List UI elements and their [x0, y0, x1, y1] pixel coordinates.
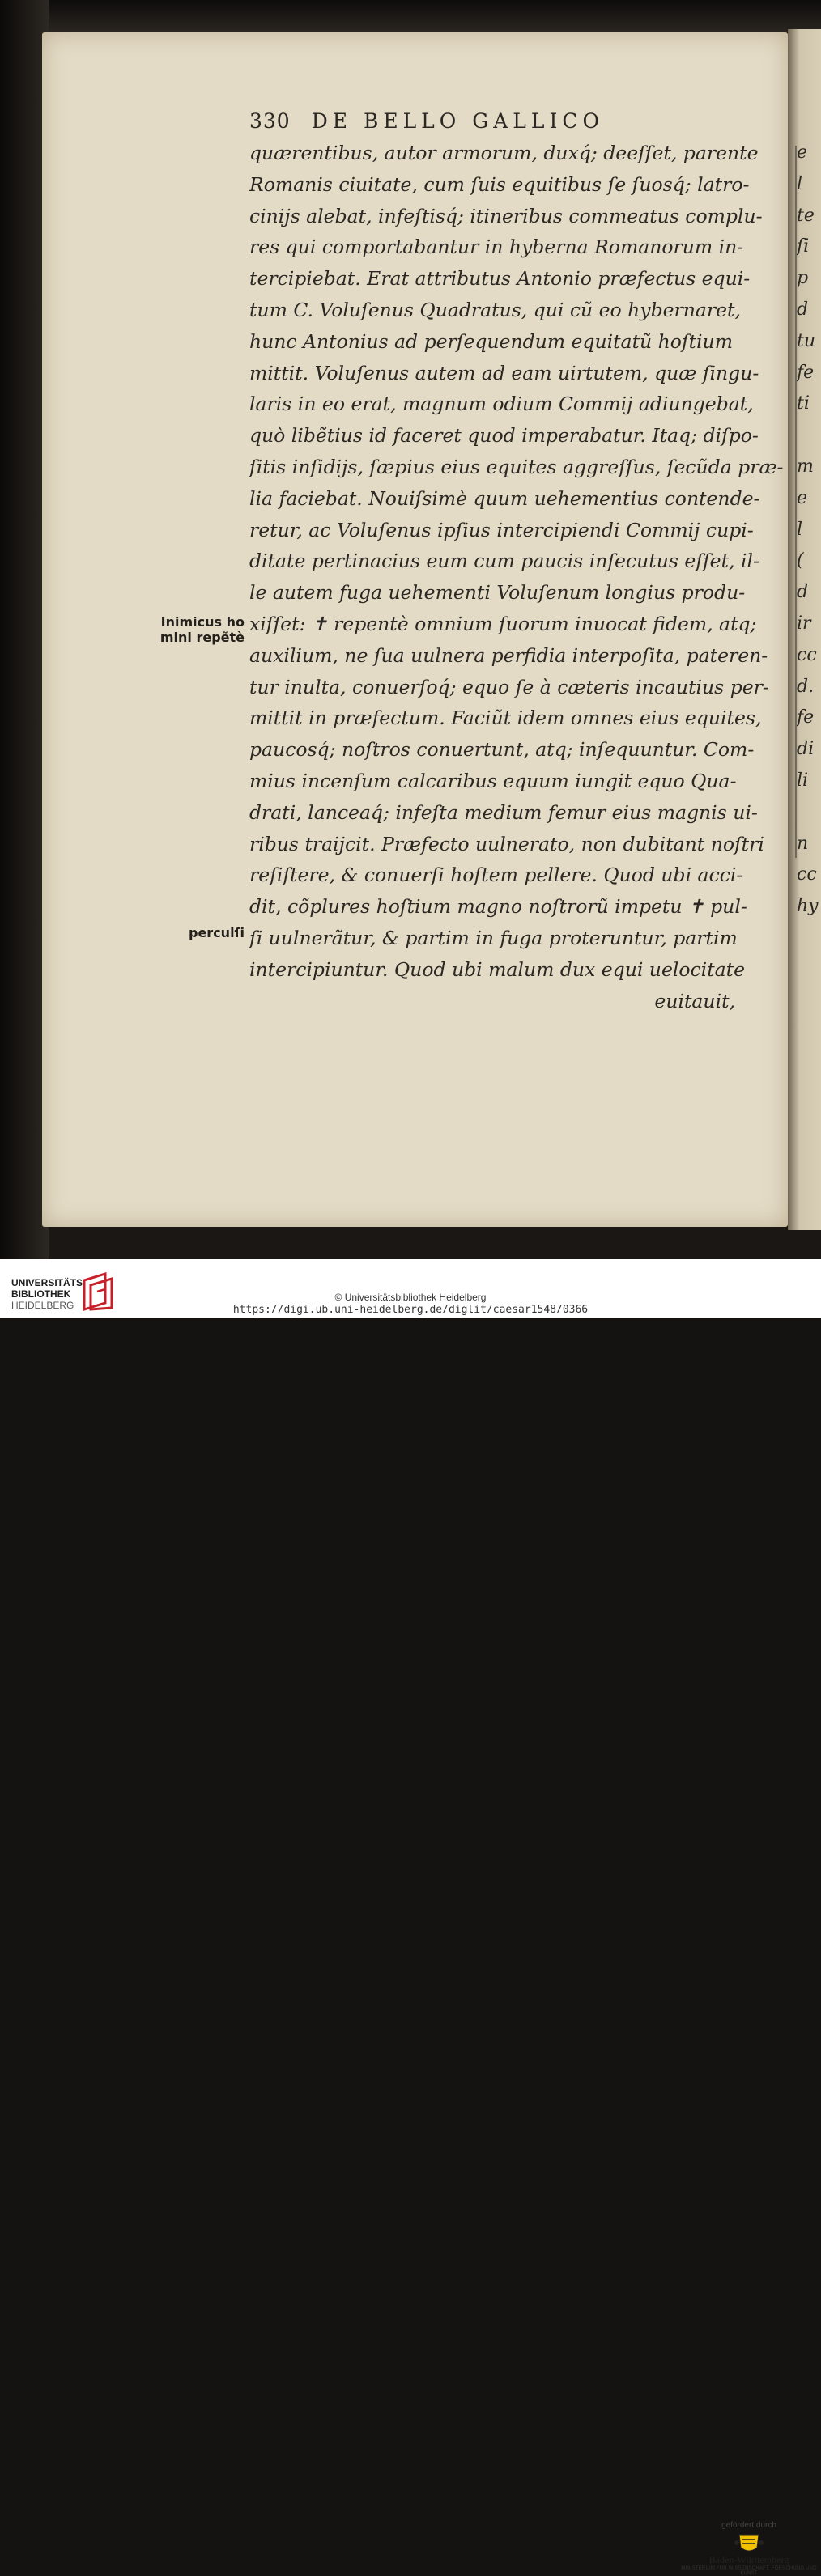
next-page-fragment: fe	[797, 362, 815, 383]
next-page-fragment: d.	[797, 676, 815, 697]
funder-ministry: MINISTERIUM FÜR WISSENSCHAFT, FORSCHUNG UND KUNST	[681, 2566, 817, 2576]
text-line: ditate pertinacius eum cum paucis inſecutus eſſet, il-	[249, 550, 759, 573]
text-line: lia faciebat. Nouiſsimè quum uehementius contende-	[249, 486, 760, 510]
marginal-line: perculſi	[189, 925, 245, 940]
text-line: paucosq́; noſtros conuertunt, atq; inſequuntur. Com-	[249, 738, 755, 762]
page-number: 330	[249, 109, 291, 133]
library-name-line: UNIVERSITÄTS-	[11, 1277, 87, 1288]
marginal-note-inimicus	[144, 614, 245, 645]
next-page-fragment: ti	[797, 393, 810, 414]
scan-top-edge	[49, 0, 821, 32]
running-head	[249, 109, 735, 135]
next-page-fragment: cc	[797, 644, 817, 665]
permalink-url[interactable]: https://digi.ub.uni-heidelberg.de/diglit/caesar1548/0366	[232, 1304, 589, 1316]
next-page-fragment: n	[797, 833, 809, 854]
next-page-fragment: d	[797, 299, 809, 320]
next-page-fragment: te	[797, 205, 815, 226]
text-line: ribus traijcit. Præfecto uulnerato, non dubitant noſtri	[249, 832, 764, 855]
text-line: le autem fuga uehementi Voluſenum longius produ-	[249, 581, 746, 605]
funder-name: Baden-Württemberg	[708, 2554, 789, 2565]
library-name-line: BIBLIOTHEK	[11, 1288, 71, 1300]
text-line: quærentibus, autor armorum, duxq́; deeſſet, parente	[249, 142, 759, 164]
text-line: dit, cõplures hoſtium magno noſtrorũ impetu ✝ pul-	[249, 895, 747, 919]
next-page-fragment: li	[797, 770, 809, 791]
text-line: tum C. Voluſenus Quadratus, qui cũ eo hybernaret,	[249, 298, 741, 321]
next-page-text-fragments	[797, 138, 819, 923]
text-line: mittit. Voluſenus autem ad eam uirtutem, quæ ſingu-	[249, 361, 759, 384]
next-page-fragment: p	[797, 268, 809, 289]
next-page-fragment: m	[797, 456, 814, 477]
funded-by-label: gefördert durch	[721, 2521, 776, 2530]
marginal-note-perculsi	[170, 925, 245, 940]
next-page-fragment	[797, 420, 819, 452]
book-spine	[0, 0, 49, 1259]
text-line: quò libẽtius id faceret quod imperabatur. Itaq; diſpo-	[249, 424, 759, 448]
baden-wuerttemberg-crest-icon	[733, 2533, 765, 2554]
text-line: Romanis ciuitate, cum ſuis equitibus ſe ſuosq́; latro-	[249, 172, 750, 196]
next-page-fragment: di	[797, 739, 815, 760]
next-page-fragment: d	[797, 582, 809, 603]
text-line: auxilium, ne ſua uulnera perfidia interpoſita, pateren-	[249, 643, 768, 667]
text-line: ſitis inſidijs, ſæpius eius equites aggreſſus, ſecũda præ-	[249, 455, 784, 478]
text-line: laris in eo erat, magnum odium Commij adiungebat,	[249, 393, 754, 416]
text-line: mittit in præfectum. Faciũt idem omnes eius equites,	[249, 707, 762, 730]
next-page-fragment	[797, 797, 819, 829]
text-line: retur, ac Voluſenus ipſius intercipiendi Commij cupi-	[249, 518, 754, 541]
text-line: cinijs alebat, infeſtisq́; itineribus commeatus complu-	[249, 204, 763, 227]
marginal-line: Inimicus ho	[160, 614, 245, 630]
next-page-fragment: l	[797, 519, 803, 540]
next-page-fragment: cc	[797, 864, 817, 885]
text-line: intercipiuntur. Quod ubi malum dux equi uelocitate	[249, 957, 745, 981]
next-page-fragment: ſi	[797, 236, 810, 257]
next-page-fragment: tu	[797, 330, 816, 351]
next-page-fragment: fe	[797, 707, 815, 728]
copyright-notice: © Universitätsbibliothek Heidelberg	[334, 1292, 487, 1303]
marginal-line: mini repẽtè	[160, 630, 245, 645]
next-page-fragment: hy	[797, 896, 819, 917]
text-line: ſi uulnerãtur, & partim in fuga proteruntur, partim	[249, 926, 738, 949]
text-line: hunc Antonius ad perſequendum equitatũ hoſtium	[249, 329, 733, 353]
next-page-fragment: e	[797, 142, 808, 163]
text-line: tur inulta, conuerſoq́; equo ſe à cæteris incautius per-	[249, 675, 769, 698]
book-scan	[0, 0, 821, 1259]
funding-block	[680, 2521, 818, 2576]
next-page-fragment: l	[797, 173, 803, 194]
next-page-fragment: ir	[797, 613, 811, 634]
text-line: xiſſet: ✝ repentè omnium ſuorum inuocat fidem, atq;	[249, 612, 757, 635]
text-line: reſiſtere, & conuerſi hoſtem pellere. Quod ubi acci-	[249, 864, 743, 887]
main-text-block	[249, 138, 784, 1016]
next-page-fragment: (	[797, 550, 804, 571]
text-line: tercipiebat. Erat attributus Antonio præfectus equi-	[249, 267, 751, 291]
text-line: euitauit,	[654, 989, 735, 1012]
library-name-line: HEIDELBERG	[11, 1300, 74, 1311]
text-line: res qui comportabantur in hyberna Romanorum in-	[249, 236, 744, 259]
text-line: mius incenſum calcaribus equum iungit equo Qua-	[249, 769, 737, 792]
text-line: drati, lanceaq́; infeſta medium femur eius magnis ui-	[249, 800, 758, 824]
running-title: DE BELLO GALLICO	[311, 109, 604, 133]
next-page-fragment: e	[797, 487, 808, 508]
